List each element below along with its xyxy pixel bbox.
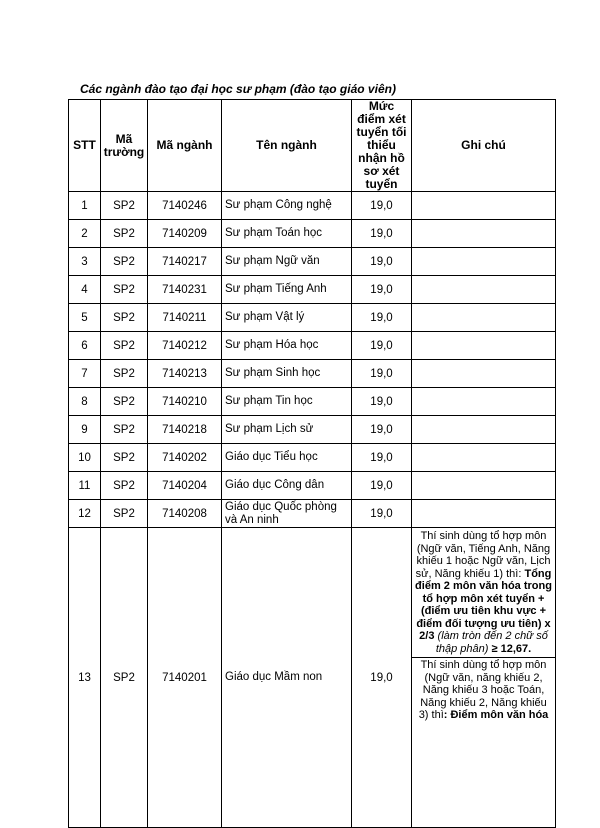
header-stt: STT: [69, 100, 101, 192]
row-min-score: 19,0: [352, 500, 412, 528]
row-stt: 13: [69, 528, 101, 828]
row-min-score: 19,0: [352, 276, 412, 304]
row-stt: 9: [69, 416, 101, 444]
row-min-score: 19,0: [352, 416, 412, 444]
row-min-score: 19,0: [352, 360, 412, 388]
row-major-name: Sư phạm Vật lý: [222, 304, 352, 332]
row-major-code: 7140218: [148, 416, 222, 444]
row-note: [412, 276, 556, 304]
row-school-code: SP2: [101, 192, 148, 220]
row-note: [412, 444, 556, 472]
row-major-code: 7140210: [148, 388, 222, 416]
row-min-score: 19,0: [352, 528, 412, 828]
row-school-code: SP2: [101, 220, 148, 248]
row-note: [412, 220, 556, 248]
row-stt: 5: [69, 304, 101, 332]
row-min-score: 19,0: [352, 248, 412, 276]
row-major-name: Sư phạm Toán học: [222, 220, 352, 248]
row-major-name: Sư phạm Hóa học: [222, 332, 352, 360]
table-row: [69, 304, 556, 332]
header-major-name: Tên ngành: [222, 100, 352, 192]
header-note: Ghi chú: [412, 100, 556, 192]
row-min-score: 19,0: [352, 192, 412, 220]
note-formula: : Điểm môn văn hóa: [443, 709, 549, 721]
row-major-name: Sư phạm Tin học: [222, 388, 352, 416]
row-major-code: 7140246: [148, 192, 222, 220]
row-stt: 6: [69, 332, 101, 360]
row-stt: 7: [69, 360, 101, 388]
row-major-name: Sư phạm Ngữ văn: [222, 248, 352, 276]
row-note: [412, 332, 556, 360]
row-min-score: 19,0: [352, 304, 412, 332]
row-stt: 1: [69, 192, 101, 220]
table-row: [69, 332, 556, 360]
table-row: [69, 220, 556, 248]
note-rounding: (làm tròn đến 2 chữ số thập phân): [434, 630, 548, 655]
row-note: [412, 472, 556, 500]
row-major-code: 7140231: [148, 276, 222, 304]
note-formula: Tổng điểm 2 môn văn hóa trong tổ hợp môn xét tuyển + (điểm ưu tiên khu vực + điểm đối tượng ưu tiên) x 2/3: [415, 567, 552, 642]
row-note: [412, 416, 556, 444]
row-major-name: Giáo dục Tiểu học: [222, 444, 352, 472]
row-school-code: SP2: [101, 500, 148, 528]
row-stt: 11: [69, 472, 101, 500]
note-text: Thí sinh dùng tổ hợp môn (Ngữ văn, Tiếng Anh, Năng khiếu 1 hoặc Ngữ văn, Lịch sử, Năng khiếu 1) thì:: [415, 530, 551, 580]
row-stt: 10: [69, 444, 101, 472]
note-block-2: [415, 659, 552, 722]
row-school-code: SP2: [101, 388, 148, 416]
row-note: [412, 360, 556, 388]
admission-table: [68, 99, 556, 828]
table-row: [69, 388, 556, 416]
table-row: [69, 500, 556, 528]
row-school-code: SP2: [101, 304, 148, 332]
table-row: [69, 444, 556, 472]
note-threshold: ≥ 12,67.: [491, 642, 532, 655]
row-major-code: 7140211: [148, 304, 222, 332]
row-major-code: 7140204: [148, 472, 222, 500]
row-min-score: 19,0: [352, 388, 412, 416]
row-note: [412, 500, 556, 528]
row-major-code: 7140217: [148, 248, 222, 276]
header-row: [69, 100, 556, 192]
note-text: Thí sinh dùng tổ hợp môn (Ngữ văn, năng khiếu 2, Năng khiếu 3 hoặc Toán, Năng khiếu 2, Năng khiếu 3) thì: [418, 659, 547, 721]
row-note: [412, 528, 556, 828]
row-major-name: Giáo dục Mầm non: [222, 528, 352, 828]
row-stt: 12: [69, 500, 101, 528]
row-min-score: 19,0: [352, 220, 412, 248]
row-major-name: Giáo dục Công dân: [222, 472, 352, 500]
table-row: [69, 360, 556, 388]
row-min-score: 19,0: [352, 444, 412, 472]
row-min-score: 19,0: [352, 332, 412, 360]
row-school-code: SP2: [101, 248, 148, 276]
row-school-code: SP2: [101, 528, 148, 828]
row-major-code: 7140201: [148, 528, 222, 828]
row-note: [412, 192, 556, 220]
row-note: [412, 248, 556, 276]
row-school-code: SP2: [101, 444, 148, 472]
row-major-name: Sư phạm Lịch sử: [222, 416, 352, 444]
row-major-name: Sư phạm Tiếng Anh: [222, 276, 352, 304]
row-major-code: 7140212: [148, 332, 222, 360]
row-school-code: SP2: [101, 360, 148, 388]
table-row: [69, 192, 556, 220]
note-block-1: [415, 530, 552, 655]
row-major-name: Sư phạm Sinh học: [222, 360, 352, 388]
row-major-code: 7140209: [148, 220, 222, 248]
header-major-code: Mã ngành: [148, 100, 222, 192]
header-min-score: Mức điểm xét tuyển tối thiểu nhận hồ sơ xét tuyển: [352, 100, 412, 192]
row-school-code: SP2: [101, 416, 148, 444]
row-school-code: SP2: [101, 332, 148, 360]
row-min-score: 19,0: [352, 472, 412, 500]
table-row: [69, 248, 556, 276]
row-stt: 8: [69, 388, 101, 416]
row-major-code: 7140213: [148, 360, 222, 388]
row-school-code: SP2: [101, 276, 148, 304]
row-major-code: 7140202: [148, 444, 222, 472]
header-school-code: Mã trường: [101, 100, 148, 192]
row-major-name: Sư phạm Công nghệ: [222, 192, 352, 220]
table-row: [69, 416, 556, 444]
row-stt: 4: [69, 276, 101, 304]
row-school-code: SP2: [101, 472, 148, 500]
row-major-name: Giáo dục Quốc phòng và An ninh: [222, 500, 352, 528]
row-stt: 3: [69, 248, 101, 276]
table-caption: Các ngành đào tạo đại học sư phạm (đào tạo giáo viên): [80, 82, 396, 96]
table-row: [69, 528, 556, 828]
table-body: [69, 192, 556, 828]
row-major-code: 7140208: [148, 500, 222, 528]
row-note: [412, 304, 556, 332]
table-row: [69, 472, 556, 500]
row-stt: 2: [69, 220, 101, 248]
table-row: [69, 276, 556, 304]
row-note: [412, 388, 556, 416]
note-divider: [412, 657, 555, 658]
